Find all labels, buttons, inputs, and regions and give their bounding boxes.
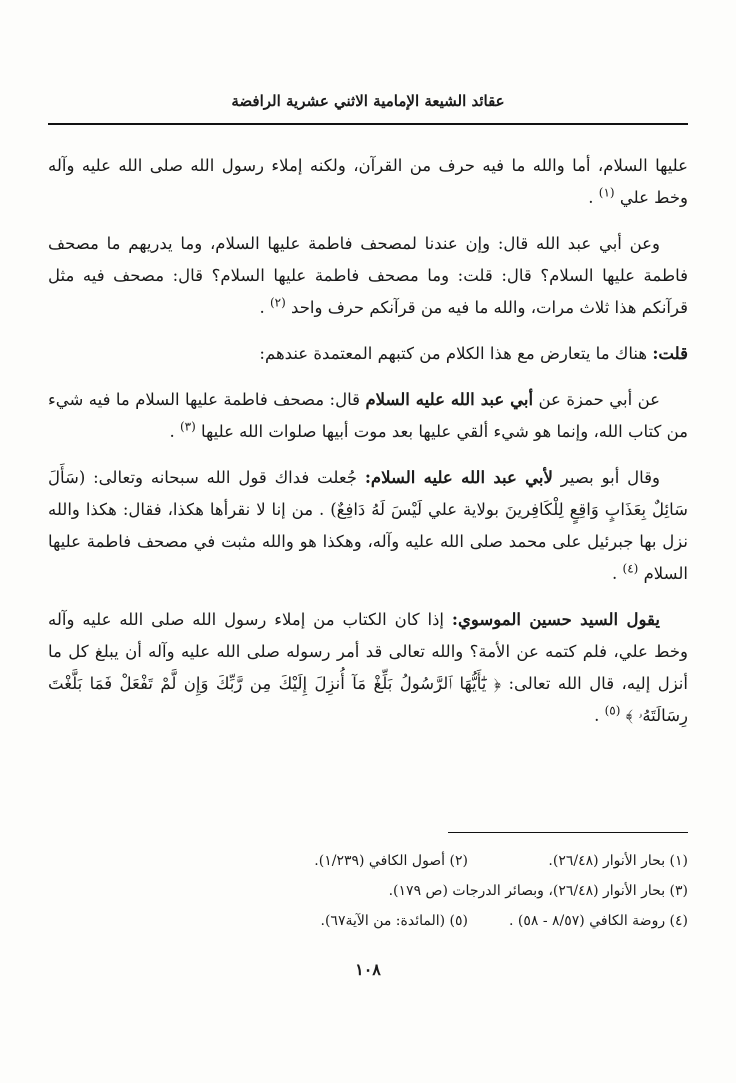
page-body [48, 150, 688, 746]
footnote-row [48, 906, 688, 936]
paragraph-3-lead: قلت: [652, 344, 688, 363]
page-number-value: ١٠٨ [355, 960, 381, 979]
running-header-title: عقائد الشيعة الإمامية الاثني عشرية الرافضة [231, 92, 505, 110]
paragraph-6-lead: يقول السيد حسين الموسوي: [451, 610, 660, 629]
paragraph-1 [48, 150, 688, 214]
paragraph-5-end: . [612, 564, 618, 583]
footnote-ref-3[interactable]: (٣) [179, 419, 196, 434]
footnote-row [48, 846, 688, 876]
paragraph-6-end: . [594, 706, 600, 725]
paragraph-4 [48, 384, 688, 448]
footnotes [48, 846, 688, 936]
quran-verse-2: ﴿ يَٰٓأَيُّهَا ٱلرَّسُولُ بَلِّغْ مَآ أُنزِلَ إِلَيْكَ مِن رَّبِّكَ وَإِن لَّمْ تَفْعَلْ فَمَا بَلَّغْتَ رِسَالَتَهُۥ ﴾ [48, 674, 688, 725]
footnote-separator [448, 832, 688, 833]
paragraph-3 [48, 338, 688, 370]
paragraph-5-text-cont: . من إنا لا نقرأها هكذا، فقال: هكذا والله نزل بها جبرئيل على محمد صلى الله عليه وآله، وهكذا هو والله مثبت في مصحف فاطمة عليها السلام [48, 500, 688, 583]
running-header [48, 92, 688, 118]
paragraph-2-end: . [259, 298, 265, 317]
paragraph-2 [48, 228, 688, 324]
paragraph-1-text: عليها السلام، أما والله ما فيه حرف من القرآن، ولكنه إملاء رسول الله صلى الله عليه وآله وخط علي [48, 156, 688, 207]
footnote-2: (٢) أصول الكافي (١/٢٣٩). [314, 853, 468, 869]
paragraph-4-bold: أبي عبد الله عليه السلام [365, 390, 534, 409]
paragraph-5-bold: لأبي عبد الله عليه السلام: [364, 468, 553, 487]
paragraph-4-pre: عن أبي حمزة عن [538, 390, 661, 409]
footnote-ref-5[interactable]: (٥) [604, 703, 621, 718]
page-number [0, 960, 736, 979]
quran-verse-1: (سَأَلَ سَائِلٌ بِعَذَابٍ وَاقِعٍ لِلْكَافِرينَ بولاية علي لَيْسَ لَهُ دَافِعٌ) [48, 468, 688, 519]
footnote-ref-2[interactable]: (٢) [269, 295, 286, 310]
footnote-1: (١) بحار الأنوار (٢٦/٤٨). [548, 853, 688, 869]
footnote-4: (٤) روضة الكافي (٨/٥٧ - ٥٨) . [508, 913, 688, 929]
footnote-3: (٣) بحار الأنوار (٢٦/٤٨)، وبصائر الدرجات (ص ١٧٩). [388, 883, 688, 899]
paragraph-4-end: . [169, 422, 175, 441]
paragraph-2-text: وعن أبي عبد الله قال: وإن عندنا لمصحف فاطمة عليها السلام، وما يدريهم ما مصحف فاطمة عليها السلام؟ قال: قلت: وما مصحف فاطمة عليها السلام؟ قال: مصحف فيه مثل قرآنكم هذا ثلاث مرات، والله ما فيه من قرآنكم حرف واحد [48, 234, 688, 317]
paragraph-5-text: جُعلت فداك قول الله سبحانه وتعالى: [93, 468, 357, 487]
footnote-ref-1[interactable]: (١) [598, 185, 615, 200]
paragraph-5-pre: وقال أبو بصير [560, 468, 661, 487]
footnote-ref-4[interactable]: (٤) [622, 561, 639, 576]
paragraph-4-text: قال: مصحف فاطمة عليها السلام ما فيه شيء من كتاب الله، وإنما هو شيء ألقي عليها بعد موت أبيها صلوات الله عليها [48, 390, 688, 441]
footnote-5: (٥) (المائدة: من الآية٦٧). [320, 913, 468, 929]
paragraph-5 [48, 462, 688, 590]
footnote-row [48, 876, 688, 906]
header-rule [48, 123, 688, 125]
paragraph-1-end: . [588, 188, 594, 207]
paragraph-6 [48, 604, 688, 732]
paragraph-6-text: إذا كان الكتاب من إملاء رسول الله صلى الله عليه وآله وخط علي، فلم كتمه عن الأمة؟ والله تعالى قد أمر رسوله صلى الله عليه وآله أن يبلغ كل ما أنزل إليه، قال الله تعالى: [48, 610, 688, 693]
paragraph-3-text: هناك ما يتعارض مع هذا الكلام من كتبهم المعتمدة عندهم: [259, 344, 648, 363]
